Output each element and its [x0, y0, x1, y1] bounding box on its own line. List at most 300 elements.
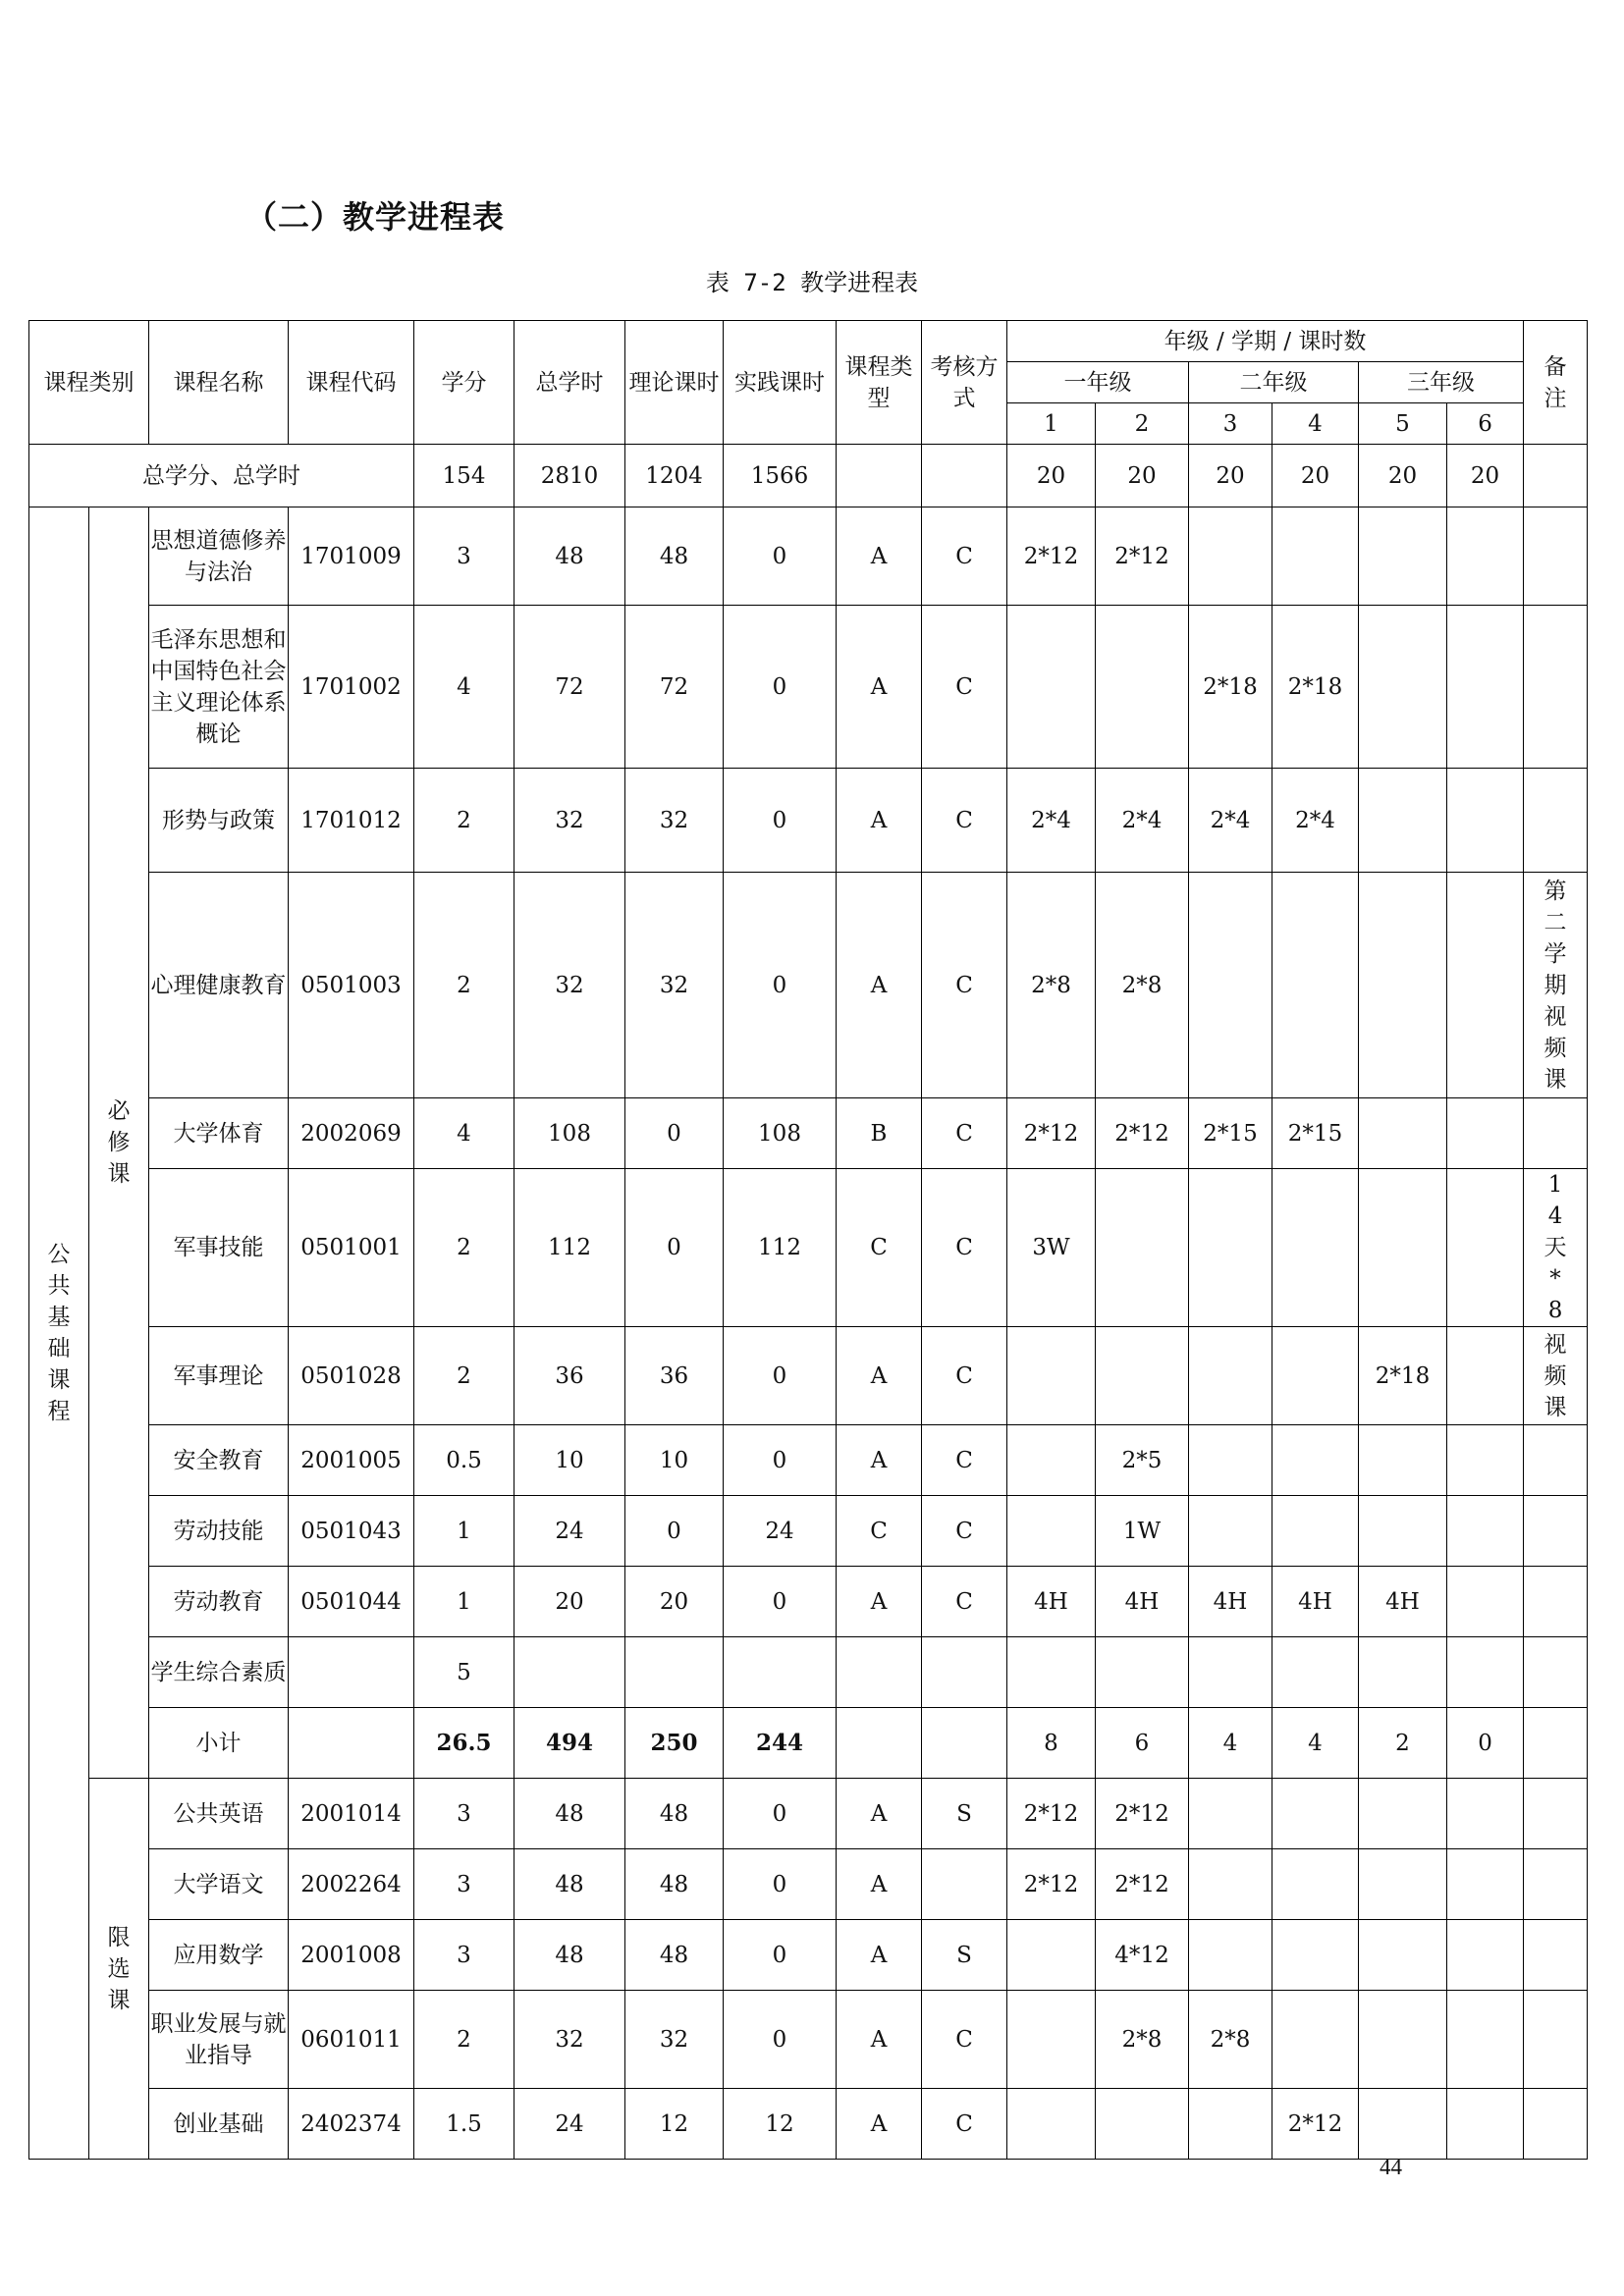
subtotal-semester-2: 6 — [1096, 1708, 1189, 1779]
course-practice-hours — [724, 1637, 837, 1708]
course-practice-hours: 0 — [724, 1849, 837, 1920]
header-year2: 二年级 — [1189, 362, 1359, 403]
course-total-hours: 48 — [514, 1849, 625, 1920]
course-semester-4 — [1272, 1920, 1359, 1991]
course-practice-hours: 0 — [724, 507, 837, 606]
totals-credits: 154 — [414, 445, 514, 507]
course-semester-2: 2*12 — [1096, 1779, 1189, 1849]
table-body — [29, 321, 1588, 2160]
totals-semester-2: 20 — [1096, 445, 1189, 507]
subtotal-semester-3: 4 — [1189, 1708, 1272, 1779]
course-assessment: C — [922, 769, 1007, 873]
header-course-type: 课程类型 — [837, 321, 922, 445]
totals-remarks — [1524, 445, 1588, 507]
course-semester-5 — [1359, 507, 1447, 606]
course-semester-6 — [1447, 1991, 1524, 2089]
course-assessment: C — [922, 873, 1007, 1098]
course-name: 劳动技能 — [149, 1496, 289, 1567]
course-code: 2001008 — [289, 1920, 414, 1991]
course-semester-2: 4H — [1096, 1567, 1189, 1637]
subtotal-theory: 250 — [625, 1708, 724, 1779]
course-semester-4 — [1272, 507, 1359, 606]
course-semester-6 — [1447, 1567, 1524, 1637]
course-assessment: C — [922, 507, 1007, 606]
course-semester-6 — [1447, 1920, 1524, 1991]
course-semester-2: 2*8 — [1096, 1991, 1189, 2089]
course-semester-6 — [1447, 1327, 1524, 1425]
course-semester-1: 2*12 — [1007, 1849, 1096, 1920]
course-practice-hours: 0 — [724, 769, 837, 873]
course-semester-6 — [1447, 1425, 1524, 1496]
course-semester-4 — [1272, 1637, 1359, 1708]
totals-semester-4: 20 — [1272, 445, 1359, 507]
course-semester-4: 2*15 — [1272, 1098, 1359, 1169]
course-total-hours — [514, 1637, 625, 1708]
course-semester-1 — [1007, 606, 1096, 769]
course-semester-2 — [1096, 606, 1189, 769]
header-credits: 学分 — [414, 321, 514, 445]
course-code: 2402374 — [289, 2089, 414, 2160]
page-number: 44 — [1380, 2155, 1402, 2179]
course-semester-1: 2*12 — [1007, 1098, 1096, 1169]
header-semester-6: 6 — [1447, 403, 1524, 445]
course-code: 2001014 — [289, 1779, 414, 1849]
course-semester-3: 2*4 — [1189, 769, 1272, 873]
course-credits: 4 — [414, 606, 514, 769]
course-theory-hours: 20 — [625, 1567, 724, 1637]
course-semester-5: 4H — [1359, 1567, 1447, 1637]
course-code: 1701009 — [289, 507, 414, 606]
course-semester-5 — [1359, 1849, 1447, 1920]
course-semester-5 — [1359, 769, 1447, 873]
course-type — [837, 1637, 922, 1708]
course-semester-5 — [1359, 1169, 1447, 1327]
course-semester-1 — [1007, 2089, 1096, 2160]
course-credits: 2 — [414, 1991, 514, 2089]
course-total-hours: 36 — [514, 1327, 625, 1425]
course-total-hours: 108 — [514, 1098, 625, 1169]
course-semester-4 — [1272, 1991, 1359, 2089]
course-name: 心理健康教育 — [149, 873, 289, 1098]
subtotal-code — [289, 1708, 414, 1779]
course-type: A — [837, 1567, 922, 1637]
course-semester-1 — [1007, 1637, 1096, 1708]
course-name: 公共英语 — [149, 1779, 289, 1849]
course-total-hours: 20 — [514, 1567, 625, 1637]
course-total-hours: 32 — [514, 1991, 625, 2089]
course-total-hours: 48 — [514, 1779, 625, 1849]
course-remarks — [1524, 1098, 1588, 1169]
header-year3: 三年级 — [1359, 362, 1524, 403]
course-row — [29, 1425, 1588, 1496]
course-credits: 3 — [414, 1779, 514, 1849]
course-semester-3: 2*18 — [1189, 606, 1272, 769]
course-name: 形势与政策 — [149, 769, 289, 873]
course-code: 0501028 — [289, 1327, 414, 1425]
course-credits: 1 — [414, 1496, 514, 1567]
course-practice-hours: 0 — [724, 1779, 837, 1849]
course-name: 学生综合素质 — [149, 1637, 289, 1708]
course-row — [29, 769, 1588, 873]
course-semester-3 — [1189, 1169, 1272, 1327]
course-remarks — [1524, 1849, 1588, 1920]
course-practice-hours: 0 — [724, 1991, 837, 2089]
course-remarks — [1524, 1779, 1588, 1849]
course-credits: 4 — [414, 1098, 514, 1169]
header-semester-5: 5 — [1359, 403, 1447, 445]
course-remarks — [1524, 1327, 1588, 1425]
course-credits: 3 — [414, 1849, 514, 1920]
course-practice-hours: 0 — [724, 1920, 837, 1991]
course-practice-hours: 112 — [724, 1169, 837, 1327]
course-semester-2 — [1096, 1327, 1189, 1425]
course-row — [29, 1779, 1588, 1849]
course-code: 2002069 — [289, 1098, 414, 1169]
course-remarks — [1524, 1637, 1588, 1708]
course-semester-3: 2*15 — [1189, 1098, 1272, 1169]
course-theory-hours — [625, 1637, 724, 1708]
totals-semester-1: 20 — [1007, 445, 1096, 507]
course-name: 大学语文 — [149, 1849, 289, 1920]
course-total-hours: 24 — [514, 2089, 625, 2160]
course-name: 劳动教育 — [149, 1567, 289, 1637]
course-practice-hours: 24 — [724, 1496, 837, 1567]
course-semester-2: 1W — [1096, 1496, 1189, 1567]
totals-assessment — [922, 445, 1007, 507]
course-semester-4: 2*12 — [1272, 2089, 1359, 2160]
category-elective — [89, 1779, 149, 2160]
subtotal-semester-6: 0 — [1447, 1708, 1524, 1779]
course-remarks — [1524, 507, 1588, 606]
course-theory-hours: 0 — [625, 1098, 724, 1169]
course-theory-hours: 12 — [625, 2089, 724, 2160]
header-grade-semester: 年级 / 学期 / 课时数 — [1007, 321, 1524, 362]
course-row — [29, 1169, 1588, 1327]
course-remarks — [1524, 769, 1588, 873]
subtotal-row — [29, 1708, 1588, 1779]
course-semester-5 — [1359, 1920, 1447, 1991]
course-semester-6 — [1447, 1779, 1524, 1849]
course-semester-5 — [1359, 1496, 1447, 1567]
course-semester-1: 2*12 — [1007, 507, 1096, 606]
totals-row — [29, 445, 1588, 507]
course-remarks — [1524, 1496, 1588, 1567]
course-total-hours: 112 — [514, 1169, 625, 1327]
course-practice-hours: 12 — [724, 2089, 837, 2160]
course-code: 1701012 — [289, 769, 414, 873]
course-practice-hours: 0 — [724, 1567, 837, 1637]
course-semester-5 — [1359, 873, 1447, 1098]
course-assessment: C — [922, 2089, 1007, 2160]
totals-theory-hours: 1204 — [625, 445, 724, 507]
course-row — [29, 507, 1588, 606]
table-caption: 表 7-2 教学进程表 — [705, 269, 919, 296]
course-semester-5 — [1359, 606, 1447, 769]
course-semester-4 — [1272, 1496, 1359, 1567]
course-remarks — [1524, 1169, 1588, 1327]
course-total-hours: 48 — [514, 1920, 625, 1991]
course-row — [29, 1567, 1588, 1637]
course-semester-6 — [1447, 769, 1524, 873]
header-remarks: 备注 — [1524, 321, 1588, 445]
course-remarks — [1524, 1920, 1588, 1991]
course-semester-1: 2*12 — [1007, 1779, 1096, 1849]
header-semester-3: 3 — [1189, 403, 1272, 445]
course-semester-2: 2*12 — [1096, 1098, 1189, 1169]
totals-semester-5: 20 — [1359, 445, 1447, 507]
subtotal-total: 494 — [514, 1708, 625, 1779]
course-assessment: C — [922, 1567, 1007, 1637]
category-public-foundation — [29, 507, 89, 2160]
course-remarks — [1524, 1991, 1588, 2089]
course-code: 2002264 — [289, 1849, 414, 1920]
course-total-hours: 24 — [514, 1496, 625, 1567]
course-semester-4: 2*4 — [1272, 769, 1359, 873]
course-semester-5 — [1359, 1779, 1447, 1849]
teaching-schedule-table — [28, 320, 1588, 2160]
course-semester-2: 2*4 — [1096, 769, 1189, 873]
course-semester-3 — [1189, 1779, 1272, 1849]
course-theory-hours: 48 — [625, 1849, 724, 1920]
totals-semester-3: 20 — [1189, 445, 1272, 507]
header-row-1 — [29, 321, 1588, 362]
header-semester-4: 4 — [1272, 403, 1359, 445]
course-type: A — [837, 1425, 922, 1496]
course-theory-hours: 72 — [625, 606, 724, 769]
course-row — [29, 1327, 1588, 1425]
course-code: 0501044 — [289, 1567, 414, 1637]
course-semester-5 — [1359, 1991, 1447, 2089]
course-type: A — [837, 769, 922, 873]
course-code: 2001005 — [289, 1425, 414, 1496]
course-code: 0501043 — [289, 1496, 414, 1567]
totals-course-type — [837, 445, 922, 507]
course-semester-2: 2*5 — [1096, 1425, 1189, 1496]
course-assessment: C — [922, 1425, 1007, 1496]
course-code: 0501003 — [289, 873, 414, 1098]
totals-label: 总学分、总学时 — [29, 445, 414, 507]
subtotal-assessment — [922, 1708, 1007, 1779]
course-semester-6 — [1447, 1496, 1524, 1567]
header-practice-hours: 实践课时 — [724, 321, 837, 445]
course-total-hours: 32 — [514, 873, 625, 1098]
course-semester-5 — [1359, 1637, 1447, 1708]
course-credits: 2 — [414, 1327, 514, 1425]
course-remarks — [1524, 1567, 1588, 1637]
header-name: 课程名称 — [149, 321, 289, 445]
course-semester-1: 3W — [1007, 1169, 1096, 1327]
course-semester-1: 4H — [1007, 1567, 1096, 1637]
course-theory-hours: 32 — [625, 873, 724, 1098]
course-theory-hours: 48 — [625, 507, 724, 606]
course-semester-2 — [1096, 2089, 1189, 2160]
course-type: C — [837, 1496, 922, 1567]
header-code: 课程代码 — [289, 321, 414, 445]
course-assessment: C — [922, 1991, 1007, 2089]
course-semester-3 — [1189, 1327, 1272, 1425]
course-semester-3 — [1189, 1496, 1272, 1567]
subtotal-label: 小计 — [149, 1708, 289, 1779]
course-semester-1 — [1007, 1327, 1096, 1425]
course-semester-4: 4H — [1272, 1567, 1359, 1637]
course-semester-6 — [1447, 507, 1524, 606]
course-theory-hours: 36 — [625, 1327, 724, 1425]
course-code: 0501001 — [289, 1169, 414, 1327]
course-assessment: C — [922, 1098, 1007, 1169]
subtotal-semester-5: 2 — [1359, 1708, 1447, 1779]
course-semester-2 — [1096, 1637, 1189, 1708]
course-row — [29, 1637, 1588, 1708]
course-assessment: C — [922, 606, 1007, 769]
course-name: 大学体育 — [149, 1098, 289, 1169]
course-semester-6 — [1447, 1849, 1524, 1920]
course-assessment — [922, 1849, 1007, 1920]
subtotal-remarks — [1524, 1708, 1588, 1779]
course-semester-3 — [1189, 1637, 1272, 1708]
course-name: 思想道德修养与法治 — [149, 507, 289, 606]
course-row — [29, 1849, 1588, 1920]
course-credits: 2 — [414, 873, 514, 1098]
course-semester-4 — [1272, 1849, 1359, 1920]
course-semester-2: 2*8 — [1096, 873, 1189, 1098]
course-type: A — [837, 873, 922, 1098]
category-public-foundation-text: 公共基础课程 — [47, 1242, 71, 1424]
course-type: B — [837, 1098, 922, 1169]
section-heading: （二）教学进程表 — [245, 198, 506, 236]
course-semester-4 — [1272, 873, 1359, 1098]
course-semester-1 — [1007, 1496, 1096, 1567]
course-credits: 1 — [414, 1567, 514, 1637]
category-required — [89, 507, 149, 1779]
category-required-text: 必修课 — [107, 1098, 131, 1187]
course-name: 军事技能 — [149, 1169, 289, 1327]
course-total-hours: 32 — [514, 769, 625, 873]
course-name: 安全教育 — [149, 1425, 289, 1496]
course-remarks — [1524, 2089, 1588, 2160]
course-theory-hours: 32 — [625, 1991, 724, 2089]
course-semester-6 — [1447, 1169, 1524, 1327]
course-semester-3 — [1189, 507, 1272, 606]
course-type: A — [837, 606, 922, 769]
course-row — [29, 1496, 1588, 1567]
course-row — [29, 873, 1588, 1098]
course-row — [29, 2089, 1588, 2160]
header-theory-hours: 理论课时 — [625, 321, 724, 445]
course-semester-3 — [1189, 1920, 1272, 1991]
course-type: A — [837, 1991, 922, 2089]
course-total-hours: 72 — [514, 606, 625, 769]
course-remarks-text: 视频课 — [1543, 1331, 1567, 1420]
course-code — [289, 1637, 414, 1708]
course-type: A — [837, 2089, 922, 2160]
course-row — [29, 1920, 1588, 1991]
category-elective-text: 限选课 — [107, 1924, 131, 2013]
course-row — [29, 1098, 1588, 1169]
course-assessment: C — [922, 1496, 1007, 1567]
course-theory-hours: 10 — [625, 1425, 724, 1496]
course-type: A — [837, 1779, 922, 1849]
course-type: A — [837, 1327, 922, 1425]
course-row — [29, 1991, 1588, 2089]
course-assessment: C — [922, 1169, 1007, 1327]
course-practice-hours: 0 — [724, 1425, 837, 1496]
course-assessment: S — [922, 1779, 1007, 1849]
course-theory-hours: 0 — [625, 1169, 724, 1327]
course-semester-1 — [1007, 1920, 1096, 1991]
header-semester-1: 1 — [1007, 403, 1096, 445]
course-semester-3: 2*8 — [1189, 1991, 1272, 2089]
course-type: A — [837, 507, 922, 606]
course-assessment: C — [922, 1327, 1007, 1425]
subtotal-semester-1: 8 — [1007, 1708, 1096, 1779]
course-semester-1 — [1007, 1425, 1096, 1496]
subtotal-credits: 26.5 — [414, 1708, 514, 1779]
course-semester-1 — [1007, 1991, 1096, 2089]
course-theory-hours: 48 — [625, 1920, 724, 1991]
course-credits: 3 — [414, 507, 514, 606]
course-semester-2 — [1096, 1169, 1189, 1327]
course-semester-5 — [1359, 1098, 1447, 1169]
course-remarks — [1524, 873, 1588, 1098]
course-semester-5: 2*18 — [1359, 1327, 1447, 1425]
course-practice-hours: 108 — [724, 1098, 837, 1169]
course-semester-2: 4*12 — [1096, 1920, 1189, 1991]
course-semester-4 — [1272, 1779, 1359, 1849]
course-assessment: S — [922, 1920, 1007, 1991]
course-semester-2: 2*12 — [1096, 507, 1189, 606]
course-code: 1701002 — [289, 606, 414, 769]
course-credits: 5 — [414, 1637, 514, 1708]
course-remarks-text: 14天*8 — [1543, 1172, 1567, 1323]
course-credits: 3 — [414, 1920, 514, 1991]
course-credits: 1.5 — [414, 2089, 514, 2160]
course-code: 0601011 — [289, 1991, 414, 2089]
course-row — [29, 606, 1588, 769]
totals-practice-hours: 1566 — [724, 445, 837, 507]
course-semester-4 — [1272, 1327, 1359, 1425]
course-semester-4: 2*18 — [1272, 606, 1359, 769]
course-practice-hours: 0 — [724, 1327, 837, 1425]
course-total-hours: 48 — [514, 507, 625, 606]
course-name: 毛泽东思想和中国特色社会主义理论体系概论 — [149, 606, 289, 769]
totals-semester-6: 20 — [1447, 445, 1524, 507]
course-semester-6 — [1447, 1637, 1524, 1708]
course-type: A — [837, 1849, 922, 1920]
header-year1: 一年级 — [1007, 362, 1189, 403]
subtotal-semester-4: 4 — [1272, 1708, 1359, 1779]
course-name: 职业发展与就业指导 — [149, 1991, 289, 2089]
course-semester-5 — [1359, 1425, 1447, 1496]
course-theory-hours: 48 — [625, 1779, 724, 1849]
subtotal-practice: 244 — [724, 1708, 837, 1779]
course-remarks — [1524, 1425, 1588, 1496]
course-semester-6 — [1447, 606, 1524, 769]
course-semester-2: 2*12 — [1096, 1849, 1189, 1920]
header-assessment: 考核方式 — [922, 321, 1007, 445]
course-semester-1: 2*4 — [1007, 769, 1096, 873]
course-semester-3: 4H — [1189, 1567, 1272, 1637]
totals-total-hours: 2810 — [514, 445, 625, 507]
course-name: 军事理论 — [149, 1327, 289, 1425]
header-semester-2: 2 — [1096, 403, 1189, 445]
course-semester-6 — [1447, 2089, 1524, 2160]
course-semester-3 — [1189, 873, 1272, 1098]
course-semester-3 — [1189, 1849, 1272, 1920]
course-semester-3 — [1189, 1425, 1272, 1496]
course-type: C — [837, 1169, 922, 1327]
header-total-hours: 总学时 — [514, 321, 625, 445]
course-semester-5 — [1359, 2089, 1447, 2160]
